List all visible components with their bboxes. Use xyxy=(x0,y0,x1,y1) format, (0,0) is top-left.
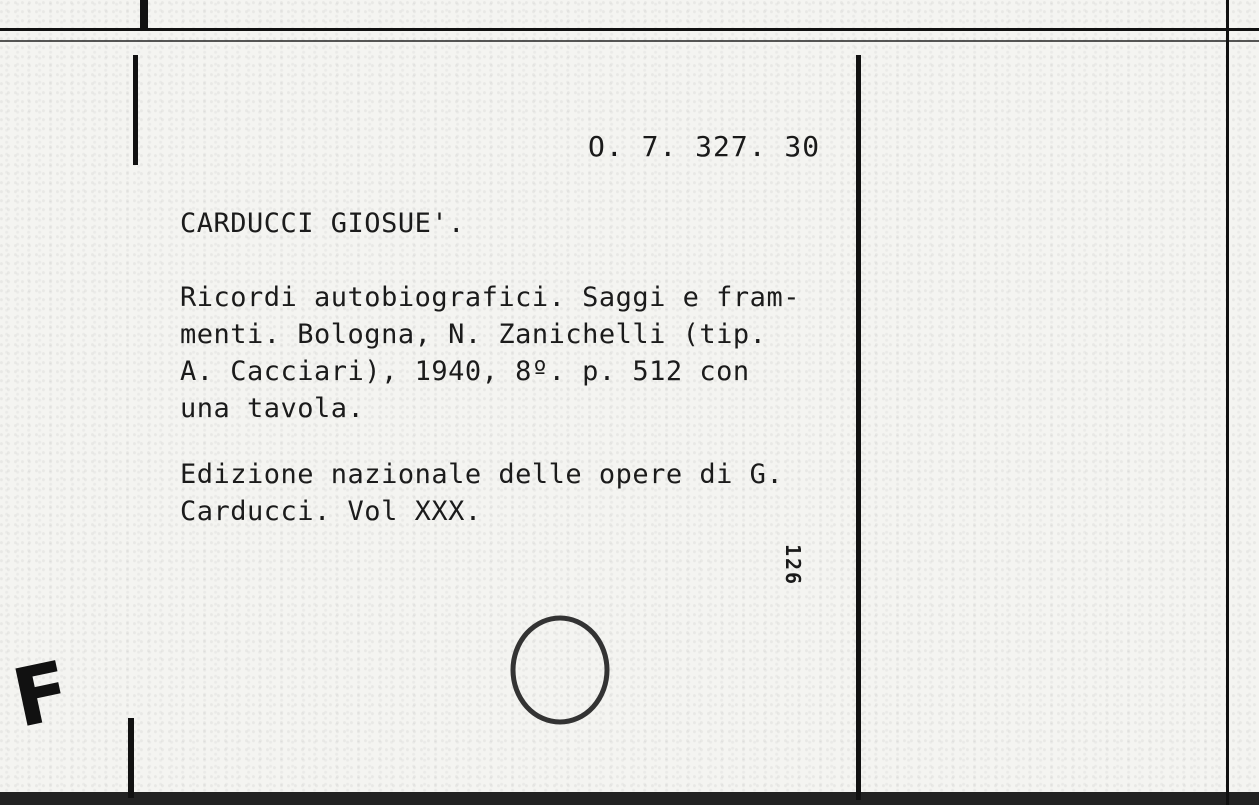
left-margin-line-bottom xyxy=(128,718,134,798)
left-margin-line-top xyxy=(133,55,138,165)
series-line-1: Edizione nazionale delle opere di G. xyxy=(180,459,784,490)
top-tick xyxy=(140,0,148,30)
stamp-number: 126 xyxy=(781,543,806,587)
corner-letter: F xyxy=(4,643,78,746)
top-rule-2 xyxy=(0,40,1259,42)
punch-hole-icon xyxy=(505,612,615,727)
bottom-rule xyxy=(0,792,1259,805)
author-heading: CARDUCCI GIOSUE'. xyxy=(180,208,465,239)
column-divider xyxy=(856,55,861,800)
right-edge-line xyxy=(1226,0,1229,805)
description-line-4: una tavola. xyxy=(180,393,365,424)
top-rule xyxy=(0,28,1259,31)
description-line-3: A. Cacciari), 1940, 8º. p. 512 con xyxy=(180,356,750,387)
description-line-1: Ricordi autobiografici. Saggi e fram- xyxy=(180,282,800,313)
description-line-2: menti. Bologna, N. Zanichelli (tip. xyxy=(180,319,767,350)
series-line-2: Carducci. Vol XXX. xyxy=(180,496,482,527)
shelfmark: O. 7. 327. 30 xyxy=(588,130,821,163)
